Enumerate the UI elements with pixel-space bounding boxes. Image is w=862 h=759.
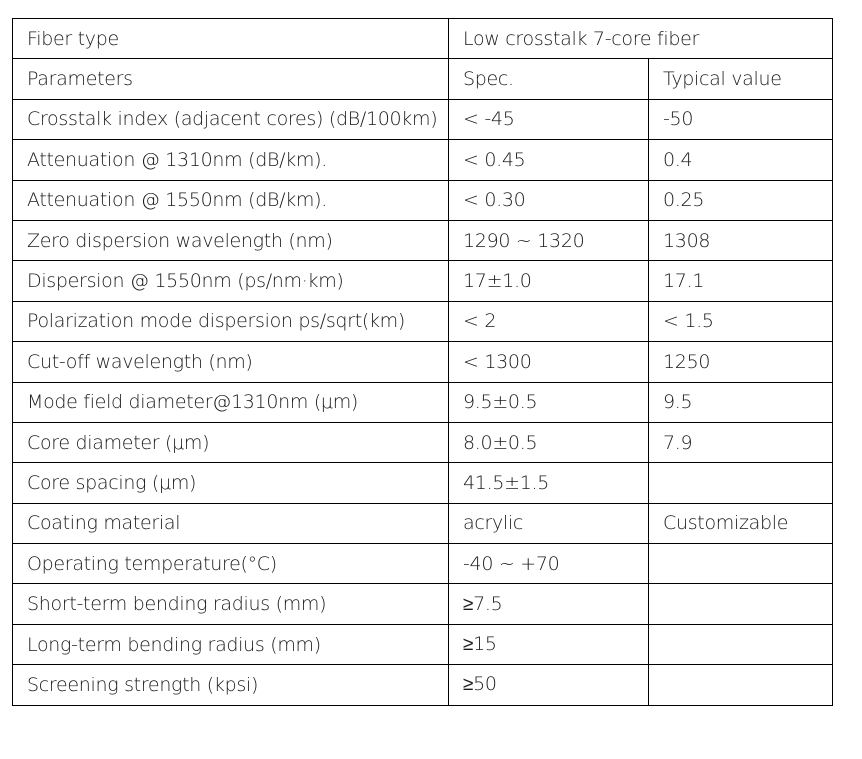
- typical-cell: -50: [649, 99, 833, 139]
- table-row: [13, 544, 833, 584]
- fiber-type-row: [13, 19, 833, 59]
- table-row: [13, 342, 833, 382]
- parameter-cell: Cut-off wavelength (nm): [13, 342, 449, 382]
- table-row: [13, 382, 833, 422]
- table-row: [13, 220, 833, 260]
- spec-cell: ≥15: [449, 624, 649, 664]
- typical-cell: 1250: [649, 342, 833, 382]
- table-row: [13, 99, 833, 139]
- fiber-type-value: Low crosstalk 7-core fiber: [449, 19, 833, 59]
- spec-cell: 41.5±1.5: [449, 463, 649, 503]
- parameter-cell: Dispersion @ 1550nm (ps/nm·km): [13, 261, 449, 301]
- spec-cell: 17±1.0: [449, 261, 649, 301]
- spec-cell: 9.5±0.5: [449, 382, 649, 422]
- parameter-cell: Screening strength (kpsi): [13, 665, 449, 705]
- typical-cell: 17.1: [649, 261, 833, 301]
- parameter-cell: Short-term bending radius (mm): [13, 584, 449, 624]
- spec-cell: 1290 ~ 1320: [449, 220, 649, 260]
- spec-cell: ≥7.5: [449, 584, 649, 624]
- typical-cell: [649, 624, 833, 664]
- parameter-cell: Core diameter (μm): [13, 422, 449, 462]
- table-row: [13, 463, 833, 503]
- header-spec: Spec.: [449, 59, 649, 99]
- parameter-cell: Core spacing (μm): [13, 463, 449, 503]
- typical-cell: 1308: [649, 220, 833, 260]
- typical-cell: [649, 544, 833, 584]
- typical-cell: 7.9: [649, 422, 833, 462]
- parameter-cell: Coating material: [13, 503, 449, 543]
- table-row: [13, 503, 833, 543]
- table-row: [13, 422, 833, 462]
- table-row: [13, 301, 833, 341]
- typical-cell: Customizable: [649, 503, 833, 543]
- fiber-type-label: Fiber type: [13, 19, 449, 59]
- header-row: [13, 59, 833, 99]
- spec-cell: < 2: [449, 301, 649, 341]
- parameter-cell: Attenuation @ 1550nm (dB/km).: [13, 180, 449, 220]
- table-row: [13, 180, 833, 220]
- parameter-cell: Attenuation @ 1310nm (dB/km).: [13, 140, 449, 180]
- table-row: [13, 140, 833, 180]
- parameter-cell: Crosstalk index (adjacent cores) (dB/100km): [13, 99, 449, 139]
- typical-cell: [649, 665, 833, 705]
- parameter-cell: Mode field diameter@1310nm (μm): [13, 382, 449, 422]
- typical-cell: [649, 463, 833, 503]
- spec-cell: < 1300: [449, 342, 649, 382]
- typical-cell: 0.25: [649, 180, 833, 220]
- table-row: [13, 624, 833, 664]
- parameter-cell: Polarization mode dispersion ps/sqrt(km): [13, 301, 449, 341]
- header-typical-value: Typical value: [649, 59, 833, 99]
- parameter-cell: Long-term bending radius (mm): [13, 624, 449, 664]
- spec-cell: -40 ~ +70: [449, 544, 649, 584]
- spec-cell: ≥50: [449, 665, 649, 705]
- spec-cell: < 0.45: [449, 140, 649, 180]
- typical-cell: 0.4: [649, 140, 833, 180]
- table-row: [13, 584, 833, 624]
- fiber-spec-table: [12, 18, 833, 706]
- spec-cell: 8.0±0.5: [449, 422, 649, 462]
- typical-cell: 9.5: [649, 382, 833, 422]
- spec-cell: < -45: [449, 99, 649, 139]
- parameter-cell: Zero dispersion wavelength (nm): [13, 220, 449, 260]
- parameter-cell: Operating temperature(°C): [13, 544, 449, 584]
- table-row: [13, 665, 833, 705]
- typical-cell: [649, 584, 833, 624]
- header-parameters: Parameters: [13, 59, 449, 99]
- table-row: [13, 261, 833, 301]
- spec-cell: acrylic: [449, 503, 649, 543]
- typical-cell: < 1.5: [649, 301, 833, 341]
- spec-cell: < 0.30: [449, 180, 649, 220]
